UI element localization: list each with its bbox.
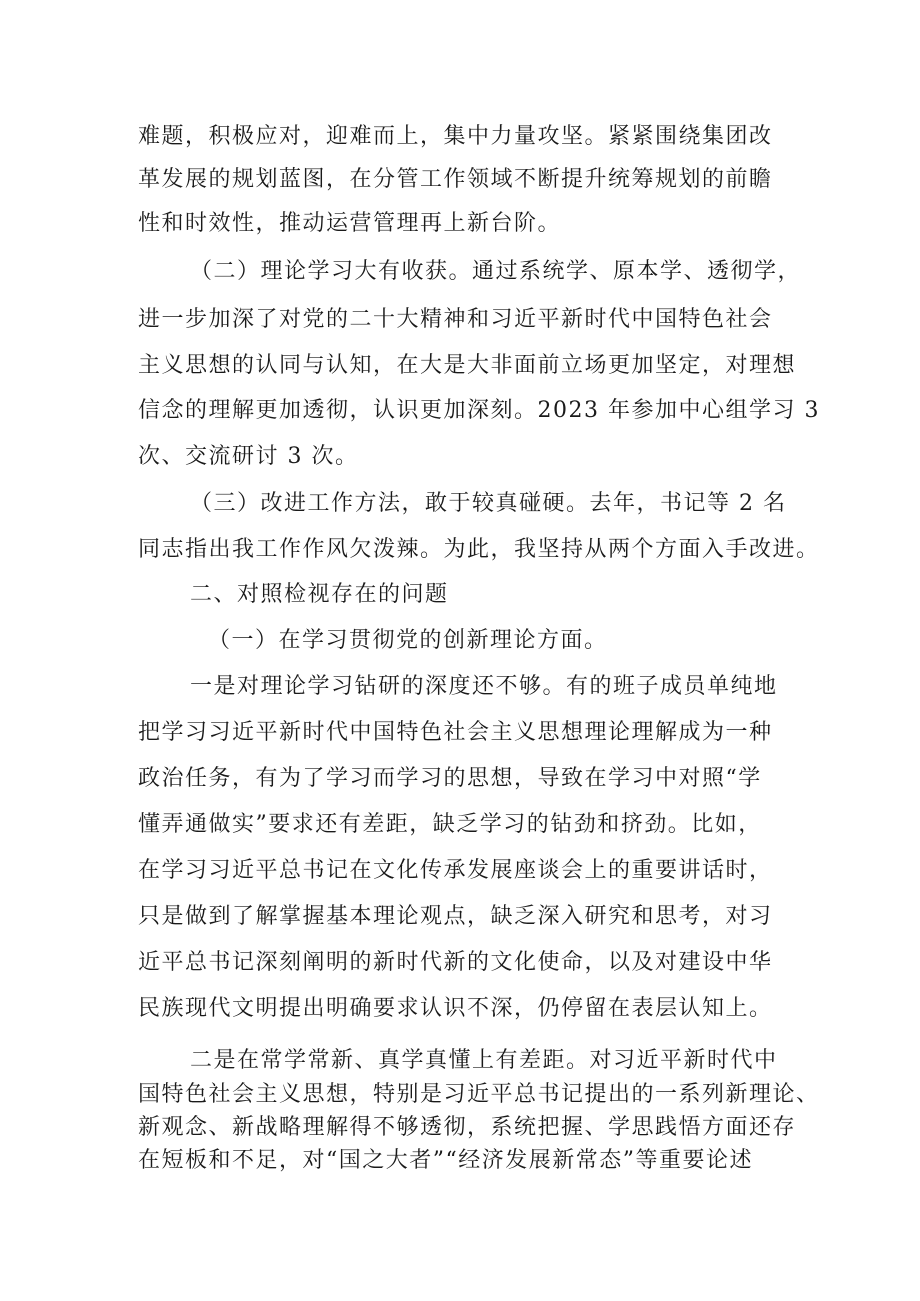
text-line: 在学习习近平总书记在文化传承发展座谈会上的重要讲话时， xyxy=(138,858,773,883)
text-line: 二是在常学常新、真学真懂上有差距。对习近平新时代中 xyxy=(190,1048,778,1073)
text-line: 国特色社会主义思想，特别是习近平总书记提出的一系列新理论、 xyxy=(138,1082,820,1107)
text-line: 在短板和不足，对“国之大者”“经济发展新常态”等重要论述 xyxy=(138,1148,753,1173)
text-line: 近平总书记深刻阐明的新时代新的文化使命，以及对建设中华 xyxy=(138,950,773,975)
text-line: 政治任务，有为了学习而学习的思想，导致在学习中对照“学 xyxy=(138,766,762,791)
text-line: 难题，积极应对，迎难而上，集中力量攻坚。紧紧围绕集团改 xyxy=(138,124,773,149)
text-line: 同志指出我工作作风欠泼辣。为此，我坚持从两个方面入手改进。 xyxy=(138,537,820,562)
subheading: （一）在学习贯彻党的创新理论方面。 xyxy=(208,628,608,653)
text-line: 性和时效性，推动运营管理再上新台阶。 xyxy=(138,211,562,236)
text-line: 把学习习近平新时代中国特色社会主义思想理论理解成为一种 xyxy=(138,720,773,745)
text-line: 革发展的规划蓝图，在分管工作领域不断提升统筹规划的前瞻 xyxy=(138,167,773,192)
text-line: 进一步加深了对党的二十大精神和习近平新时代中国特色社会 xyxy=(138,307,773,332)
text-line: 信念的理解更加透彻，认识更加深刻。2023 年参加中心组学习 3 xyxy=(138,398,820,423)
text-line: 懂弄通做实”要求还有差距，缺乏学习的钻劲和挤劲。比如， xyxy=(138,812,762,837)
text-line: （二）理论学习大有收获。通过系统学、原本学、透彻学， xyxy=(190,259,802,284)
text-line: 一是对理论学习钻研的深度还不够。有的班子成员单纯地 xyxy=(190,674,778,699)
text-line: 主义思想的认同与认知，在大是大非面前立场更加坚定，对理想 xyxy=(138,353,797,378)
text-line: 次、交流研讨 3 次。 xyxy=(138,444,359,469)
text-line: 新观念、新战略理解得不够透彻，系统把握、学思践悟方面还存 xyxy=(138,1115,797,1140)
text-line: 只是做到了解掌握基本理论观点，缺乏深入研究和思考，对习 xyxy=(138,904,773,929)
text-line: 民族现代文明提出明确要求认识不深，仍停留在表层认知上。 xyxy=(138,996,773,1021)
text-line: （三）改进工作方法，敢于较真碰硬。去年，书记等 2 名 xyxy=(190,491,787,516)
section-heading: 二、对照检视存在的问题 xyxy=(190,582,449,607)
